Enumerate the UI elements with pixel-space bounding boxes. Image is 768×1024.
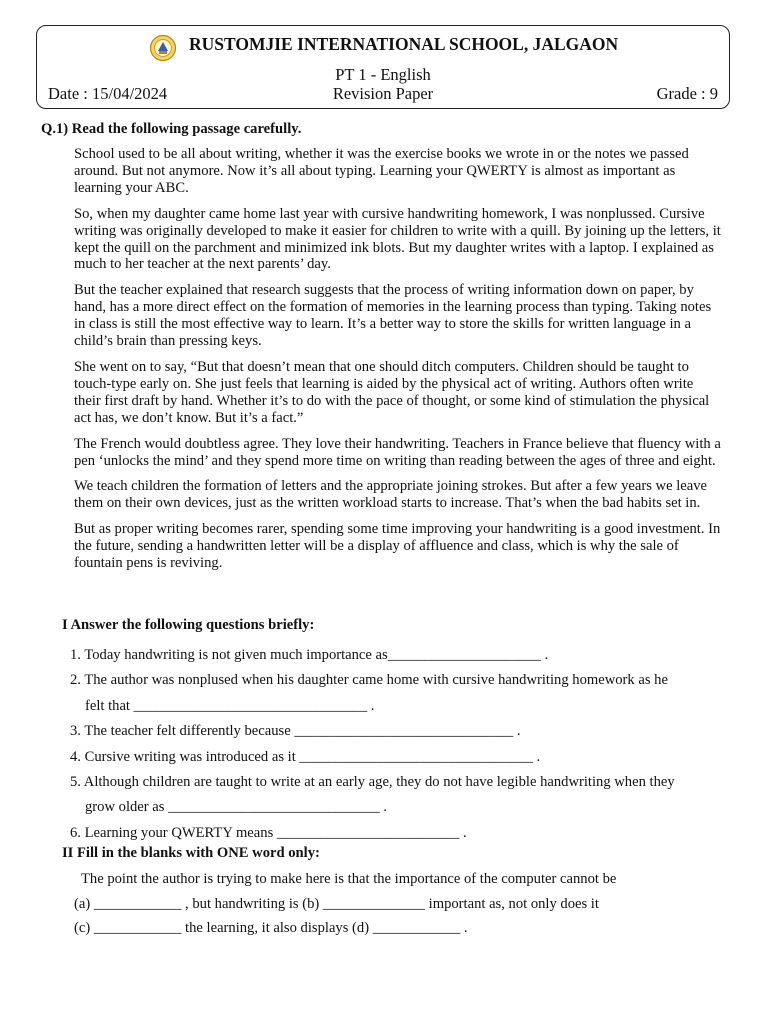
question-text: 3. The teacher felt differently because ______________________________ .	[70, 723, 521, 740]
passage-paragraph: But the teacher explained that research suggests that the process of writing information down on paper, by hand, has a more direct effect on the formation of memories in the learning process than typing. Taking notes in class is still the most effective way to learn. It’s a better way to store the skills for written language in a child’s brain than pressing keys.	[74, 282, 712, 350]
question-item	[70, 668, 730, 719]
question-1-heading: Q.1) Read the following passage carefully.	[41, 121, 302, 137]
question-text: 6. Learning your QWERTY means _________________________ .	[70, 824, 467, 841]
fill-blank-line-a: (a) ____________ , but handwriting is (b) ______________ important as, not only does it	[74, 896, 599, 912]
section-1-title: I Answer the following questions briefly:	[62, 617, 315, 633]
passage-paragraph: She went on to say, “But that doesn’t mean that one should ditch computers. Children should be taught to touch-type early on. She just feels that learning is aided by the physical act of writing. Authors often write their first draft by hand. Whether it’s to do with the pace of thought, or some kind of stimulation the physical act has, we don’t know. But it’s a fact.”	[74, 358, 710, 426]
question-continuation: felt that ________________________________ .	[85, 697, 375, 714]
exam-date: Date : 15/04/2024	[48, 84, 168, 103]
grade-label: Grade : 9	[656, 84, 718, 103]
school-crest-icon	[149, 34, 177, 62]
passage-paragraph: School used to be all about writing, whether it was the exercise books we wrote in or the notes we passed around. But not anymore. Now it’s all about typing. Learning your QWERTY is almost as important as learning your ABC.	[74, 146, 689, 196]
question-item	[70, 745, 730, 770]
exam-subject: PT 1 - English	[335, 65, 431, 84]
fill-blank-intro: The point the author is trying to make here is that the importance of the computer cannot be	[81, 871, 617, 887]
header-box	[36, 25, 730, 109]
passage-paragraph: The French would doubtless agree. They love their handwriting. Teachers in France believe that fluency with a pen ‘unlocks the mind’ and they spend more time on writing than reading between the ages of three and eight.	[74, 435, 721, 469]
passage-paragraph: But as proper writing becomes rarer, spending some time improving your handwriting is a good investment. In the future, sending a handwritten letter will be a display of affluence and class, which is why the sale of fountain pens is reviving.	[74, 521, 721, 572]
question-item	[70, 770, 730, 821]
school-name: RUSTOMJIE INTERNATIONAL SCHOOL, JALGAON	[189, 34, 619, 54]
reading-passage	[74, 146, 722, 581]
question-list	[70, 643, 730, 846]
question-item	[70, 643, 730, 668]
question-continuation: grow older as _____________________________ .	[85, 799, 387, 816]
question-text: 5. Although children are taught to write at an early age, they do not have legible handwriting when they	[70, 774, 675, 791]
question-text: 4. Cursive writing was introduced as it ________________________________ .	[70, 748, 541, 765]
question-text: 2. The author was nonplused when his daughter came home with cursive handwriting homework as he	[70, 672, 668, 689]
passage-paragraph: We teach children the formation of letters and the appropriate joining strokes. But after a few years we leave them on their own devices, just as the written workload starts to increase. That’s when the bad habits set in.	[74, 478, 707, 512]
paper-type: Revision Paper	[332, 84, 434, 103]
passage-paragraph: So, when my daughter came home last year with cursive handwriting homework, I was nonplussed. Cursive writing was originally developed to make it easier for children to write with a quill. By joining up the letters, it kept the quill on the parchment and minimized ink blots. But my daughter writes with a laptop. I explained as much to her teacher at the next parents’ day.	[74, 205, 721, 273]
question-item	[70, 719, 730, 744]
question-item	[70, 821, 730, 846]
question-text: 1. Today handwriting is not given much importance as_____________________ .	[70, 647, 549, 663]
section-2-title: II Fill in the blanks with ONE word only:	[62, 845, 320, 861]
fill-blank-line-c: (c) ____________ the learning, it also displays (d) ____________ .	[74, 920, 468, 936]
